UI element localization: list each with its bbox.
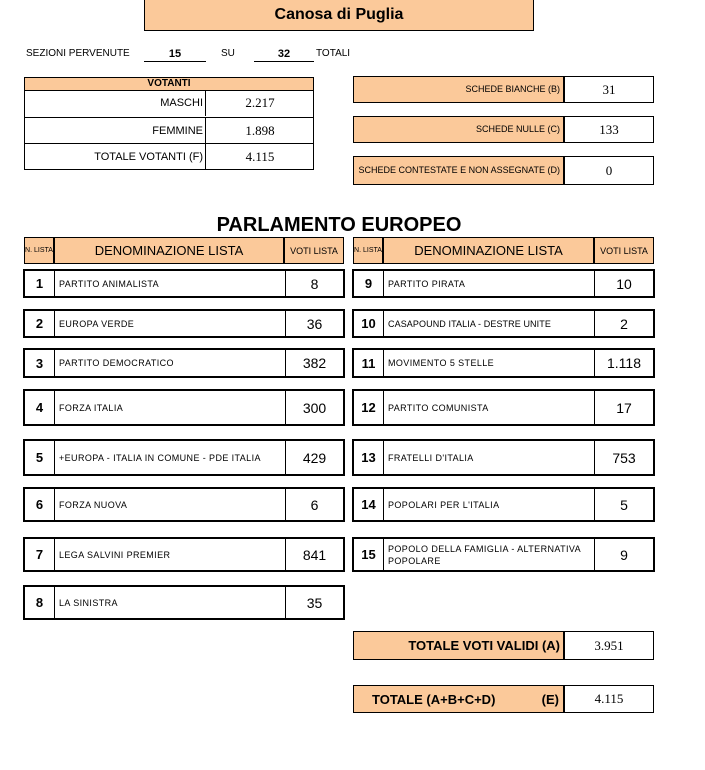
list-row	[352, 537, 655, 572]
sezioni-label: SEZIONI PERVENUTE	[26, 48, 130, 59]
sezioni-received: 15	[144, 46, 206, 62]
votanti-header: VOTANTI	[25, 78, 313, 91]
schede-nulle-value: 133	[564, 116, 654, 143]
votanti-value: 4.115	[205, 144, 314, 170]
list-number: 7	[25, 539, 55, 570]
list-number: 5	[25, 441, 55, 474]
list-row	[23, 269, 345, 298]
totale-generale-code: (E)	[541, 691, 559, 707]
votanti-value: 2.217	[205, 90, 314, 116]
list-row	[352, 309, 655, 338]
votanti-row-femmine	[25, 117, 313, 144]
list-votes: 35	[306, 594, 323, 611]
list-row	[23, 389, 345, 426]
totale-generale-label: TOTALE (A+B+C+D)	[372, 691, 496, 707]
list-number: 4	[25, 391, 55, 424]
list-votes: 753	[612, 449, 636, 466]
list-name: EUROPA VERDE	[55, 311, 286, 336]
list-votes: 6	[310, 496, 319, 513]
list-votes: 382	[302, 355, 327, 371]
list-name: LA SINISTRA	[55, 587, 286, 618]
votanti-label: TOTALE VOTANTI (F)	[94, 151, 203, 163]
list-number: 8	[25, 587, 55, 618]
totale-generale-value: 4.115	[564, 685, 654, 713]
list-votes: 8	[310, 275, 319, 292]
list-row	[352, 269, 655, 298]
list-row	[23, 585, 345, 620]
votanti-label: FEMMINE	[152, 125, 203, 137]
list-number: 13	[354, 441, 384, 474]
sezioni-su-label: SU	[221, 48, 235, 59]
list-votes: 429	[302, 449, 327, 466]
schede-contestate-label: SCHEDE CONTESTATE E NON ASSEGNATE (D)	[353, 156, 564, 185]
votanti-label: MASCHI	[160, 97, 203, 109]
votanti-value: 1.898	[205, 118, 314, 144]
schede-contestate-value: 0	[564, 156, 654, 185]
schede-nulle-label: SCHEDE NULLE (C)	[353, 116, 564, 143]
list-votes: 2	[620, 315, 628, 332]
list-votes: 300	[302, 399, 327, 416]
schede-bianche-value: 31	[564, 76, 654, 103]
list-name: POPOLARI PER L'ITALIA	[384, 489, 595, 520]
list-votes: 10	[616, 275, 632, 292]
schede-bianche-label: SCHEDE BIANCHE (B)	[353, 76, 564, 103]
list-row	[352, 348, 655, 378]
list-name: POPOLO DELLA FAMIGLIA - ALTERNATIVA POPOLARE	[384, 539, 595, 570]
votanti-table	[24, 77, 314, 170]
list-row	[23, 487, 345, 522]
list-number: 1	[25, 271, 55, 296]
list-number: 9	[354, 271, 384, 296]
list-row	[352, 389, 655, 426]
list-row	[352, 439, 655, 476]
list-votes: 5	[620, 496, 628, 513]
list-number: 6	[25, 489, 55, 520]
list-name: PARTITO ANIMALISTA	[55, 271, 286, 296]
list-row	[23, 537, 345, 572]
list-number: 15	[354, 539, 384, 570]
list-row	[352, 487, 655, 522]
list-name: CASAPOUND ITALIA - DESTRE UNITE	[384, 311, 595, 336]
list-name: FORZA NUOVA	[55, 489, 286, 520]
header-votes-right: VOTI LISTA	[594, 237, 654, 264]
totale-validi-label: TOTALE VOTI VALIDI (A)	[353, 631, 564, 660]
header-name-left: DENOMINAZIONE LISTA	[54, 237, 284, 264]
list-row	[23, 439, 345, 476]
header-num-left: N. LISTA	[24, 237, 54, 264]
list-votes: 36	[306, 315, 323, 332]
totale-generale-label-box	[353, 685, 564, 713]
header-votes-left: VOTI LISTA	[284, 237, 344, 264]
list-name: FORZA ITALIA	[55, 391, 286, 424]
list-votes: 1.118	[607, 355, 641, 371]
list-name: FRATELLI D'ITALIA	[384, 441, 595, 474]
totale-validi-value: 3.951	[564, 631, 654, 660]
list-row	[23, 348, 345, 378]
list-name: +EUROPA - ITALIA IN COMUNE - PDE ITALIA	[55, 441, 286, 474]
list-votes: 17	[616, 399, 632, 416]
list-number: 14	[354, 489, 384, 520]
list-number: 12	[354, 391, 384, 424]
list-number: 2	[25, 311, 55, 336]
votanti-row-totale	[25, 143, 313, 170]
list-name: PARTITO DEMOCRATICO	[55, 350, 286, 376]
list-name: MOVIMENTO 5 STELLE	[384, 350, 595, 376]
list-row	[23, 309, 345, 338]
header-name-right: DENOMINAZIONE LISTA	[383, 237, 594, 264]
list-number: 3	[25, 350, 55, 376]
list-number: 11	[354, 350, 384, 376]
list-name: PARTITO COMUNISTA	[384, 391, 595, 424]
sezioni-totali-label: TOTALI	[316, 48, 351, 59]
list-votes: 841	[302, 546, 327, 563]
sezioni-total: 32	[254, 46, 314, 62]
section-title: PARLAMENTO EUROPEO	[216, 214, 462, 236]
page-title: Canosa di Puglia	[144, 0, 534, 31]
list-name: PARTITO PIRATA	[384, 271, 595, 296]
votanti-row-maschi	[25, 90, 313, 116]
list-name: LEGA SALVINI PREMIER	[55, 539, 286, 570]
list-number: 10	[354, 311, 384, 336]
list-votes: 9	[620, 546, 628, 563]
header-num-right: N. LISTA	[353, 237, 383, 264]
